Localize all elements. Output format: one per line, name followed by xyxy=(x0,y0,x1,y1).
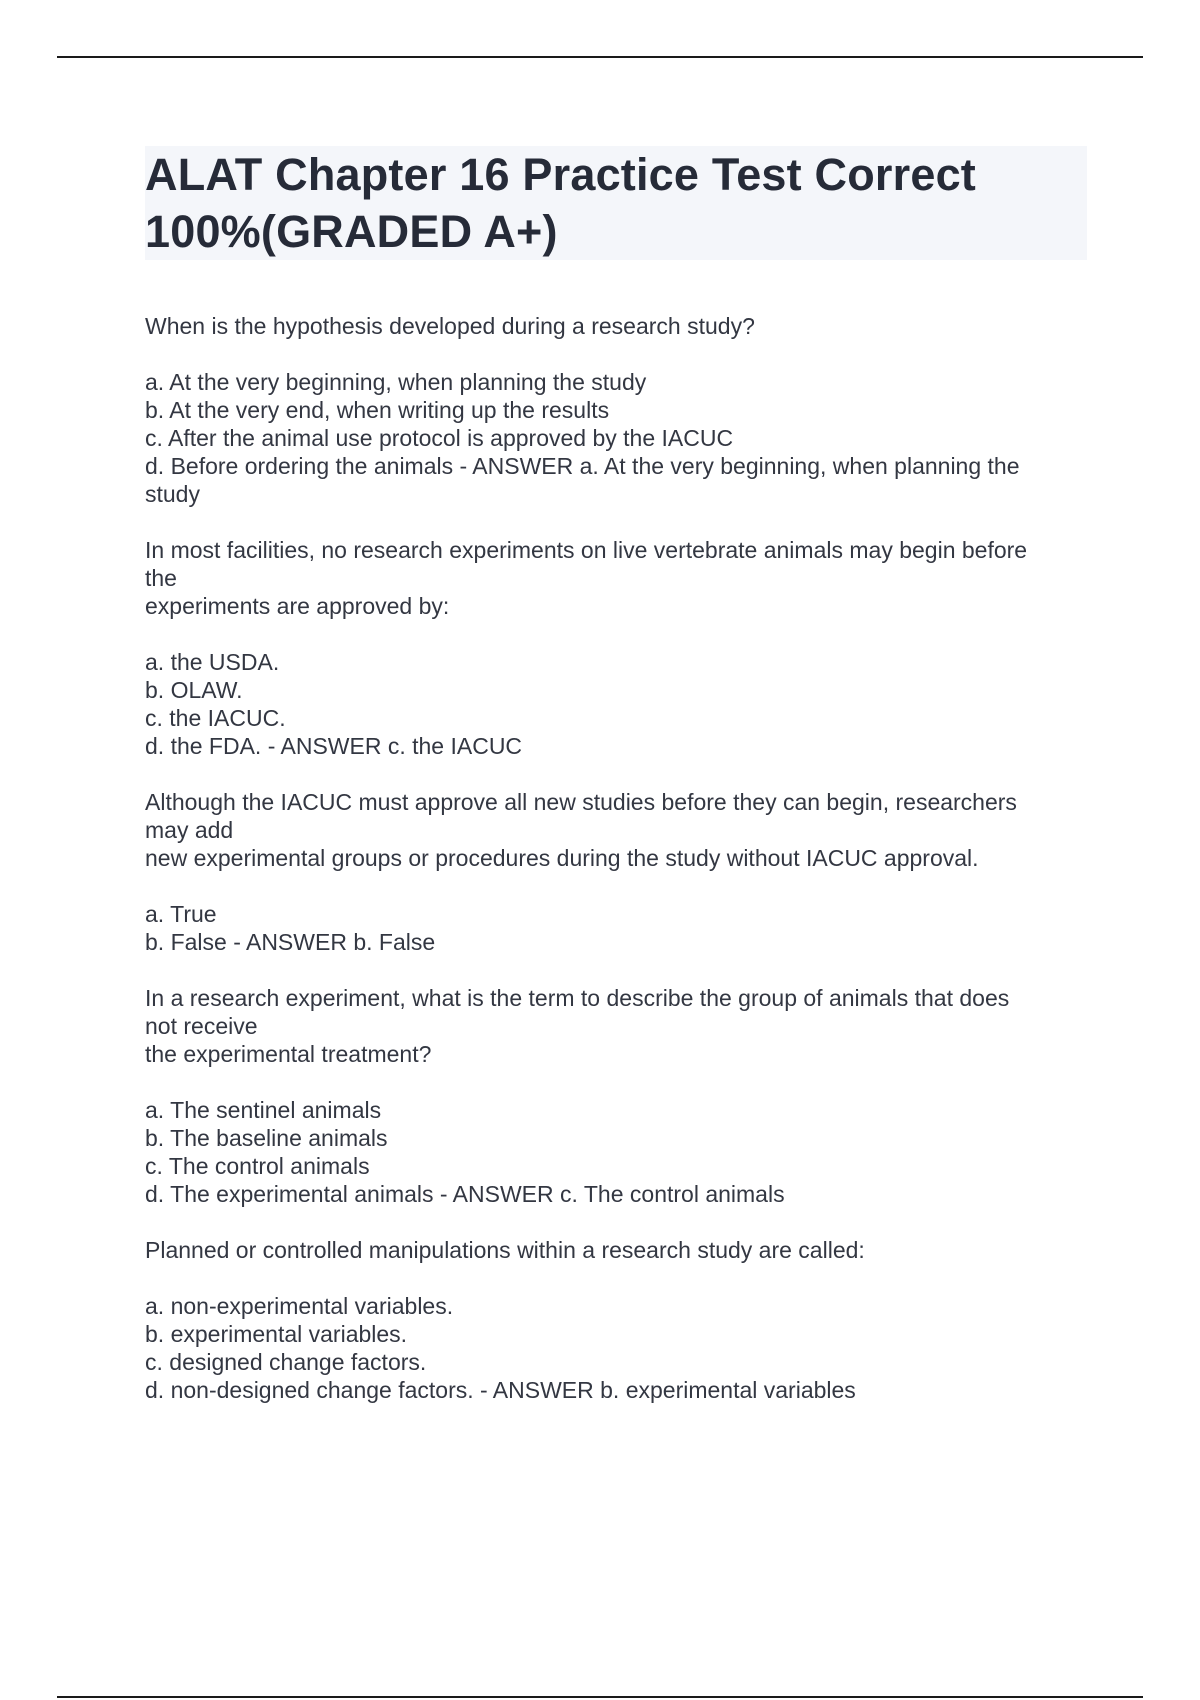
question-text xyxy=(145,1236,1087,1264)
option-line: a. the USDA. xyxy=(145,649,280,675)
option-line: c. After the animal use protocol is approved by the IACUC xyxy=(145,425,734,451)
option-line: a. True xyxy=(145,901,217,927)
option-line: c. designed change factors. xyxy=(145,1349,427,1375)
answer-options xyxy=(145,648,1087,760)
question-line: Planned or controlled manipulations within a research study are called: xyxy=(145,1237,865,1263)
answer-options xyxy=(145,900,1087,956)
question-item xyxy=(145,536,1087,760)
option-line: a. non-experimental variables. xyxy=(145,1293,454,1319)
title-block xyxy=(145,146,1087,260)
answer-options xyxy=(145,1096,1087,1208)
question-line: new experimental groups or procedures during the study without IACUC approval. xyxy=(145,845,979,871)
question-line: the xyxy=(145,565,177,591)
option-line: d. the FDA. - ANSWER c. the IACUC xyxy=(145,733,523,759)
option-line: b. experimental variables. xyxy=(145,1321,408,1347)
bottom-rule xyxy=(57,1696,1143,1698)
question-list xyxy=(145,312,1087,1432)
option-line: b. OLAW. xyxy=(145,677,243,703)
question-item xyxy=(145,1236,1087,1404)
question-line: experiments are approved by: xyxy=(145,593,450,619)
question-text xyxy=(145,788,1087,872)
answer-options xyxy=(145,1292,1087,1404)
option-line: d. The experimental animals - ANSWER c. The control animals xyxy=(145,1181,785,1207)
question-line: not receive xyxy=(145,1013,258,1039)
question-item xyxy=(145,788,1087,956)
question-item xyxy=(145,312,1087,508)
question-text xyxy=(145,984,1087,1068)
question-line: may add xyxy=(145,817,234,843)
question-line: In most facilities, no research experiments on live vertebrate animals may begin before xyxy=(145,537,1028,563)
document-title: ALAT Chapter 16 Practice Test Correct 100%(GRADED A+) xyxy=(145,149,976,257)
option-line: study xyxy=(145,481,200,507)
question-text xyxy=(145,536,1087,620)
question-line: Although the IACUC must approve all new studies before they can begin, researchers xyxy=(145,789,1017,815)
option-line: a. The sentinel animals xyxy=(145,1097,382,1123)
option-line: d. non-designed change factors. - ANSWER b. experimental variables xyxy=(145,1377,856,1403)
question-text xyxy=(145,312,1087,340)
question-line: When is the hypothesis developed during a research study? xyxy=(145,313,755,339)
question-line: In a research experiment, what is the term to describe the group of animals that does xyxy=(145,985,1010,1011)
option-line: b. The baseline animals xyxy=(145,1125,388,1151)
option-line: d. Before ordering the animals - ANSWER a. At the very beginning, when planning the xyxy=(145,453,1020,479)
option-line: b. False - ANSWER b. False xyxy=(145,929,436,955)
option-line: c. the IACUC. xyxy=(145,705,286,731)
option-line: c. The control animals xyxy=(145,1153,370,1179)
answer-options xyxy=(145,368,1087,508)
option-line: b. At the very end, when writing up the results xyxy=(145,397,610,423)
question-item xyxy=(145,984,1087,1208)
top-rule xyxy=(57,56,1143,58)
question-line: the experimental treatment? xyxy=(145,1041,432,1067)
option-line: a. At the very beginning, when planning the study xyxy=(145,369,647,395)
